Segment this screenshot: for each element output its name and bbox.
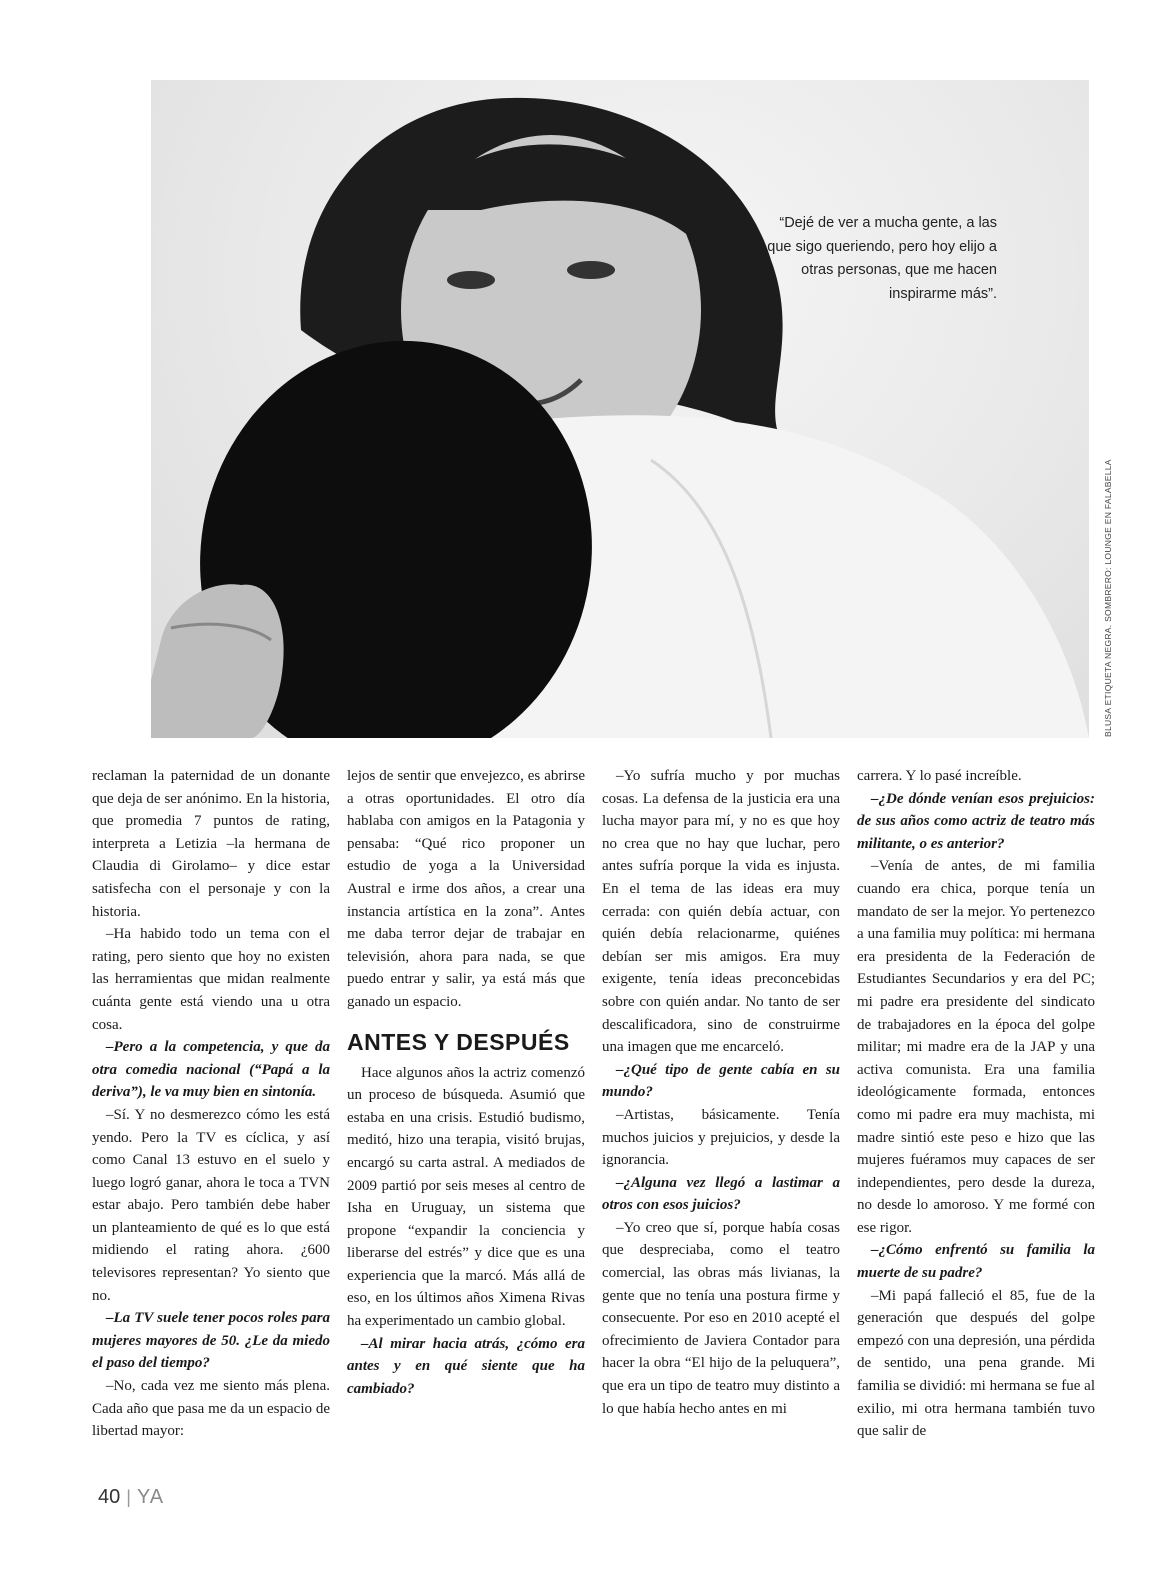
section-heading: ANTES Y DESPUÉS [347,1028,570,1055]
photo-credit: BLUSA ETIQUETA NEGRA. SOMBRERO: LOUNGE EN FALABELLA [1103,459,1113,737]
page-footer [98,1486,164,1509]
paragraph: –Venía de antes, de mi familia cuando era chica, porque tenía un mandato de ser la mejor. Yo pertenezco a una familia muy política: mi hermana era presidenta de la Federación de Estudiantes Secundarios y era del PC; mi padre era presidente del sindicato de trabajadores en la época del golpe militar; mi madre era de la JAP y una activa comunista. Era una familia ideológicamente formada, entonces como mi padre era muy machista, mi madre sintió este peso e hizo que las mujeres fuéramos muy capaces de ser independientes, pero desde la dureza, no desde lo amoroso. Y me formé con ese rigor. [857,858,1095,1236]
page-number: 40 [98,1486,121,1508]
portrait-illustration [151,80,1089,738]
interview-question: –¿Cómo enfrentó su familia la muerte de su padre? [857,1242,1095,1282]
paragraph: carrera. Y lo pasé increíble. [857,768,1022,784]
text-column-4 [857,765,1095,1443]
paragraph: –Mi papá falleció el 85, fue de la generación que después del golpe empezó con una depresión, una pérdida de sentido, una pena grande. Mi familia se dividió: mi hermana se fue al exilio, mi otra hermana también tuvo que salir de [857,1287,1095,1440]
interview-question: –Al mirar hacia atrás, ¿cómo era antes y en qué siente que ha cambiado? [347,1335,585,1397]
interview-question: –¿Qué tipo de gente cabía en su mundo? [602,1061,840,1101]
paragraph: –Sí. Y no desmerezco cómo les está yendo. Pero la TV es cíclica, y así como Canal 13 estuvo en el suelo y luego logró ganar, ahora le toca a TVN estar abajo. Pero también debe haber un planteamiento de qué es lo que está midiendo el rating ahora. ¿600 televisores representan? Yo siento que no. [92,1106,330,1304]
interview-question: –¿Alguna vez llegó a lastimar a otros con esos juicios? [602,1174,840,1214]
footer-separator: | [126,1487,131,1507]
pull-quote: “Dejé de ver a mucha gente, a las que sigo queriendo, pero hoy elijo a otras personas, que me hacen inspirarme más”. [767,215,997,302]
paragraph: –Artistas, básicamente. Tenía muchos juicios y prejuicios, y desde la ignorancia. [602,1106,840,1169]
portrait-photo [151,80,1089,738]
paragraph: –Yo sufría mucho y por muchas cosas. La defensa de la justicia era una lucha mayor para mí, y no es que hoy no crea que no hay que luchar, pero antes sufría porque la vida es injusta. En el tema de las ideas era muy cerrada: con quién debía actuar, con quién debía relacionarme, quiénes debían ser mis amigos. Era muy exigente, tenía ideas preconcebidas sobre con quién andar. No tanto de ser descalificadora, sino de construirme una imagen que me encarceló. [602,768,840,1056]
paragraph: lejos de sentir que envejezco, es abrirse a otras oportunidades. El otro día hablaba con amigos en la Patagonia y pensaba: “Qué rico proponer un estudio de yoga a la Universidad Austral e irme dos años, a crear una instancia artística en la zona”. Antes me daba terror dejar de trabajar en televisión, ahora para nada, se que puedo entrar y salir, ya está más que ganado un espacio. [347,768,585,1010]
interview-question: –La TV suele tener pocos roles para mujeres mayores de 50. ¿Le da miedo el paso del tiempo? [92,1310,330,1372]
paragraph: –Ha habido todo un tema con el rating, pero siento que hoy no existen las herramientas que midan realmente cuánta gente está viendo una u otra cosa. [92,926,330,1033]
paragraph: reclaman la paternidad de un donante que deja de ser anónimo. En la historia, que promedia 7 puntos de rating, interpreta a Letizia –la hermana de Claudia di Girolamo– y dice estar satisfecha con el personaje y con la historia. [92,768,330,920]
text-column-2 [347,765,585,1400]
text-column-3 [602,765,840,1420]
interview-question: –Pero a la competencia, y que da otra comedia nacional (“Papá a la deriva”), le va muy bien en sintonía. [92,1039,330,1101]
paragraph: Hace algunos años la actriz comenzó un proceso de búsqueda. Asumió que estaba en una crisis. Estudió budismo, meditó, hizo una terapia, visitó brujas, encargó su carta astral. A mediados de 2009 partió por seis meses al centro de Isha en Uruguay, un sistema que propone “expandir la conciencia y liberarse del estrés” y dice que es una experiencia que la marcó. Más allá de eso, en los últimos años Ximena Rivas ha experimentado un cambio global. [347,1064,585,1330]
magazine-name: YA [136,1486,165,1508]
paragraph: –No, cada vez me siento más plena. Cada año que pasa me da un espacio de libertad mayor: [92,1378,330,1440]
text-column-1 [92,765,330,1443]
paragraph: –Yo creo que sí, porque había cosas que despreciaba, como el teatro comercial, las obras más livianas, la gente que no tenía una postura firme y consecuente. Por eso en 2010 acepté el ofrecimiento de Javiera Contador para hacer la obra “El hijo de la peluquera”, que era un tipo de teatro muy distinto a lo que había hecho antes en mi [602,1219,840,1417]
interview-question: –¿De dónde venían esos prejuicios: de sus años como actriz de teatro más militante, o es anterior? [857,790,1095,852]
